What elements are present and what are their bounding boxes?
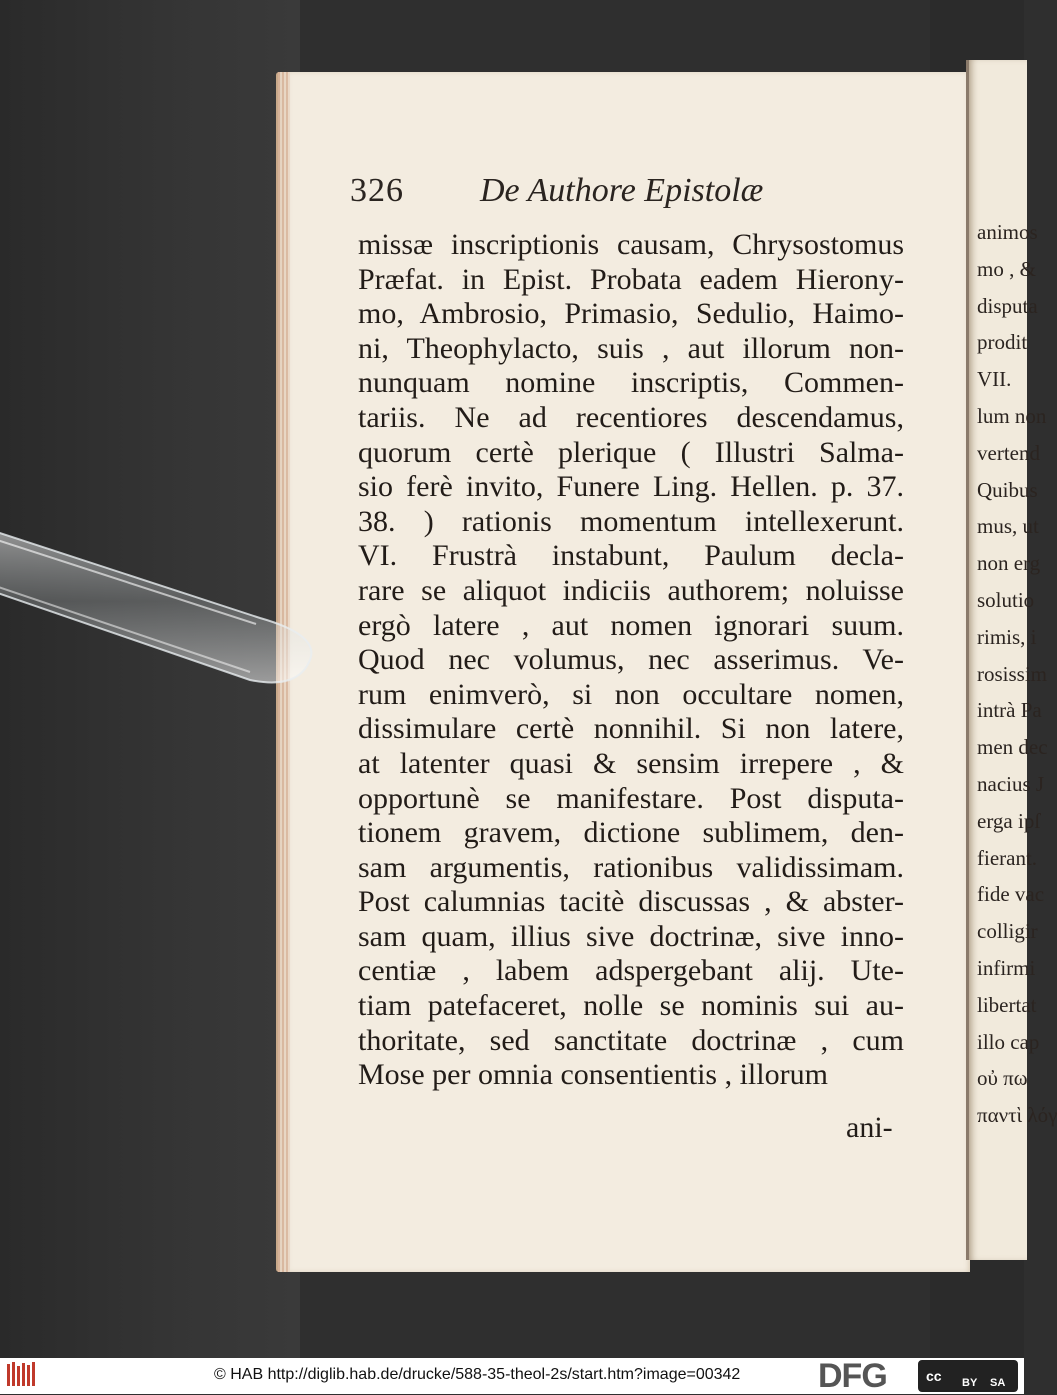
facing-text-line: illo cap: [977, 1029, 1040, 1054]
text-line: tionem gravem, dictione sublimem, den-: [358, 816, 904, 850]
facing-text-line: rosissim: [977, 661, 1048, 686]
running-title: De Authore Epistolæ: [480, 172, 764, 209]
facing-text-line: animos: [977, 220, 1038, 244]
facing-text-line: οὐ πω: [977, 1066, 1028, 1091]
cc-label: cc: [926, 1368, 942, 1384]
page-number: 326: [350, 172, 404, 209]
facing-text-line: disputa: [977, 293, 1038, 318]
text-line: sio ferè invito, Funere Ling. Hellen. p. 37.: [358, 470, 904, 504]
facing-text-line: lum non: [977, 404, 1047, 428]
facing-text-line: intrà Pa: [977, 698, 1042, 723]
text-line: centiæ , labem adspergebant alij. Ute-: [358, 954, 904, 988]
facing-text-line: non erg: [977, 551, 1041, 576]
facing-text-line: fierant.: [977, 845, 1038, 870]
text-line: rare se aliquot indiciis authorem; noluisse: [358, 573, 904, 607]
text-line: nunquam nomine inscriptis, Commen-: [358, 366, 904, 400]
facing-text-line: rimis, i: [977, 624, 1037, 649]
facing-text-line: παντὶ λόγ: [977, 1103, 1057, 1128]
text-line: dissimulare certè nonnihil. Si non latere,: [358, 712, 904, 746]
text-line: at latenter quasi & sensim irrepere , &: [358, 746, 904, 780]
text-line: opportunè se manifestare. Post disputa-: [358, 781, 904, 815]
text-line: 38. ) rationis momentum intellexerunt.: [358, 504, 904, 538]
facing-text-line: erga ipſ: [977, 808, 1041, 833]
facing-text-line: vertend: [977, 440, 1040, 465]
text-line: thoritate, sed sanctitate doctrinæ , cum: [358, 1023, 904, 1057]
facing-text-line: solutio: [977, 588, 1035, 612]
facing-text-line: VII.: [977, 367, 1012, 392]
text-line: Præfat. in Epist. Probata eadem Hierony-: [358, 262, 904, 296]
text-line: quorum certè plerique ( Illustri Salma-: [358, 435, 904, 469]
text-line: ni, Theophylacto, suis , aut illorum non-: [358, 331, 904, 365]
facing-text-line: prodit: [977, 330, 1028, 355]
text-line: tariis. Ne ad recentiores descendamus,: [358, 400, 904, 434]
facing-text-line: men dec: [977, 735, 1048, 760]
facing-text-line: Quibus: [977, 477, 1038, 502]
text-line: VI. Frustrà instabunt, Paulum decla-: [358, 539, 904, 573]
text-line: sam argumentis, rationibus validissimam.: [358, 850, 904, 884]
text-line: tiam patefaceret, nolle se nominis sui au-: [358, 989, 904, 1023]
text-line: Mose per omnia consentientis , illorum: [358, 1058, 828, 1092]
page-fore-edge: [278, 72, 290, 1272]
text-line: sam quam, illius sive doctrinæ, sive inno-: [358, 919, 904, 953]
facing-text-line: fide vac: [977, 882, 1045, 907]
facing-text-line: libertat: [977, 992, 1037, 1017]
text-line: Quod nec volumus, nec asserimus. Ve-: [358, 643, 904, 677]
facing-text-line: mo , &: [977, 256, 1036, 281]
scan-background: [0, 0, 300, 1358]
page-body-text: [358, 228, 904, 1093]
text-line: missæ inscriptionis causam, Chrysostomus: [358, 228, 904, 261]
text-line: ergò latere , aut nomen ignorari suum.: [358, 608, 904, 642]
running-head: [350, 172, 910, 212]
facing-text-line: nacius J: [977, 772, 1045, 796]
cc-sa-label: SA: [990, 1377, 1006, 1389]
catchword: ani-: [846, 1111, 893, 1144]
footer-credit-link[interactable]: © HAB http://diglib.hab.de/drucke/588-35-theol-2s/start.htm?image=00342: [214, 1366, 741, 1383]
dfg-logo: DFG: [818, 1357, 887, 1395]
facing-text-line: mus, ut: [977, 514, 1039, 539]
facing-text-line: colligir: [977, 919, 1038, 944]
text-line: mo, Ambrosio, Primasio, Sedulio, Haimo-: [358, 297, 904, 331]
facing-text-line: infirmi: [977, 956, 1036, 980]
cc-by-label: BY: [962, 1377, 978, 1389]
text-line: Post calumnias tacitè discussas , & abster-: [358, 885, 904, 919]
cc-license-badge[interactable]: [918, 1360, 1018, 1392]
text-line: rum enimverò, si non occultare nomen,: [358, 677, 904, 711]
library-logo-icon: [6, 1360, 38, 1390]
